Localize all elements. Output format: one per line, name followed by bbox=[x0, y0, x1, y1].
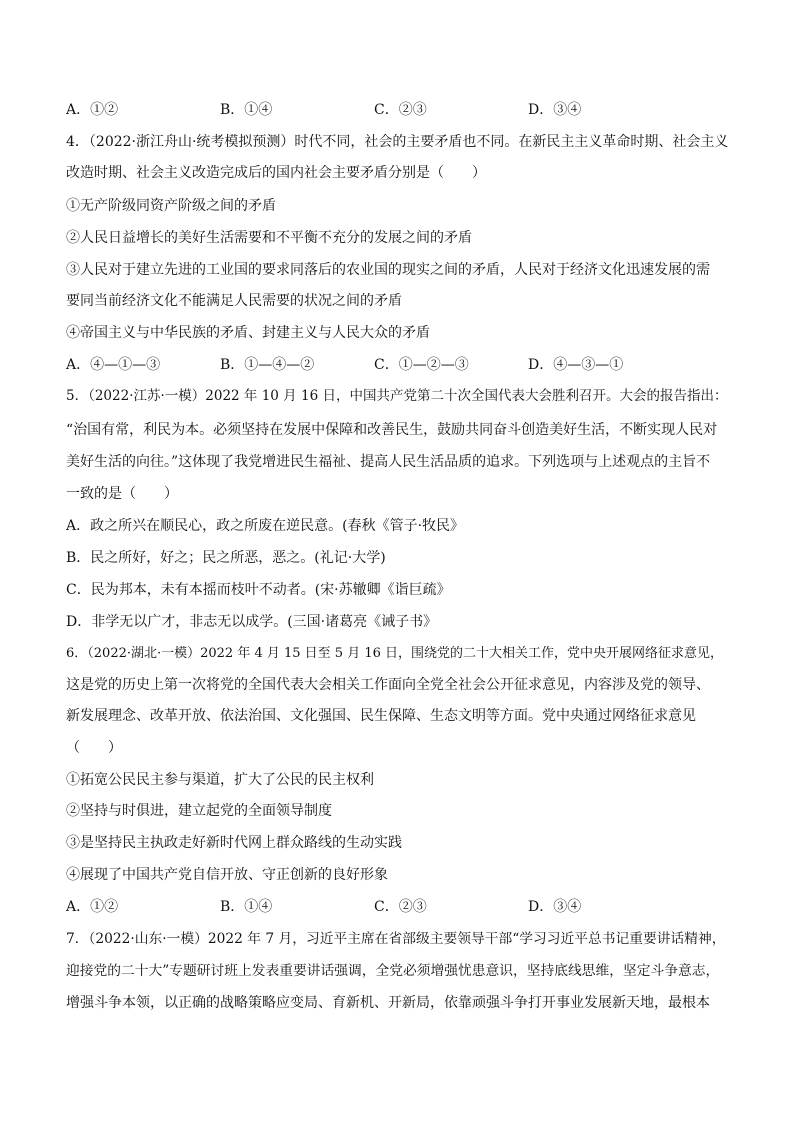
q4-stem-line: 改造时期、社会主义改造完成后的国内社会主要矛盾分别是（ ） bbox=[66, 165, 486, 181]
q6-statement-3: ③是坚持民主执政走好新时代网上群众路线的生动实践 bbox=[66, 835, 402, 851]
q3-options bbox=[66, 100, 730, 120]
q4-stem-line: 4．（2022·浙江舟山·统考模拟预测）时代不同，社会的主要矛盾也不同。在新民主主义革命时期、社会主义 bbox=[66, 134, 729, 150]
q5-stem-line: 5．（2022·江苏·一模）2022 年 10 月 16 日，中国共产党第二十次全国代表大会胜利召开。大会的报告指出： bbox=[66, 388, 728, 404]
q4-option-d: D．④—③—① bbox=[528, 357, 624, 373]
q7-stem-line: 增强斗争本领，以正确的战略策略应变局、育新机、开新局，依靠顽强斗争打开事业发展新天地，最根本 bbox=[66, 995, 710, 1011]
q5-stem-line: 美好生活的向往。”这体现了我党增进民生福祉、提高人民生活品质的追求。下列选项与上述观点的主旨不 bbox=[66, 454, 711, 470]
q6-option-c: C．②③ bbox=[374, 899, 427, 915]
q5-option-c: C．民为邦本，未有本摇而枝叶不动者。(宋·苏辙卿《诣巨疏》 bbox=[66, 582, 451, 598]
q4-options bbox=[66, 355, 730, 375]
q6-stem-line: 这是党的历史上第一次将党的全国代表大会相关工作面向全党全社会公开征求意见，内容涉及党的领导、 bbox=[66, 677, 710, 693]
q4-option-b: B．①—④—② bbox=[220, 357, 315, 373]
q3-option-b: B．①④ bbox=[220, 102, 273, 118]
q5-stem-line: 一致的是（ ） bbox=[66, 486, 178, 502]
q3-option-a: A．①② bbox=[66, 102, 119, 118]
q4-statement-3-cont: 要同当前经济文化不能满足人民需要的状况之间的矛盾 bbox=[66, 293, 402, 309]
q6-statement-1: ①拓宽公民民主参与渠道，扩大了公民的民主权利 bbox=[66, 772, 374, 788]
q5-stem-line: “治国有常，利民为本。必须坚持在发展中保障和改善民生，鼓励共同奋斗创造美好生活，不断实现人民对 bbox=[66, 422, 718, 438]
q4-option-a: A．④—①—③ bbox=[66, 357, 161, 373]
q3-option-d: D．③④ bbox=[528, 102, 582, 118]
q4-statement-3: ③人民对于建立先进的工业国的要求同落后的农业国的现实之间的矛盾，人民对于经济文化迅速发展的需 bbox=[66, 262, 710, 278]
q4-option-c: C．①—②—③ bbox=[374, 357, 469, 373]
q4-statement-2: ②人民日益增长的美好生活需要和不平衡不充分的发展之间的矛盾 bbox=[66, 230, 472, 246]
q6-statement-2: ②坚持与时俱进，建立起党的全面领导制度 bbox=[66, 803, 332, 819]
q7-stem-line: 迎接党的二十大”专题研讨班上发表重要讲话强调，全党必须增强忧患意识，坚持底线思维，坚定斗争意志， bbox=[66, 963, 720, 979]
q6-stem-line: 6．（2022·湖北·一模）2022 年 4 月 15 日至 5 月 16 日，围绕党的二十大相关工作，党中央开展网络征求意见， bbox=[66, 646, 724, 661]
q4-statement-1: ①无产阶级同资产阶级之间的矛盾 bbox=[66, 198, 276, 214]
q5-option-b: B．民之所好，好之；民之所恶，恶之。(礼记·大学) bbox=[66, 550, 386, 566]
q6-statement-4: ④展现了中国共产党自信开放、守正创新的良好形象 bbox=[66, 867, 388, 883]
q7-stem-line: 7．（2022·山东·一模）2022 年 7 月，习近平主席在省部级主要领导干部“学习习近平总书记重要讲话精神， bbox=[66, 931, 726, 947]
q6-options bbox=[66, 897, 730, 917]
q6-stem-line: 新发展理念、改革开放、依法治国、文化强国、民生保障、生态文明等方面。党中央通过网络征求意见 bbox=[66, 708, 696, 724]
q3-option-c: C．②③ bbox=[374, 102, 427, 118]
q6-stem-line: （ ） bbox=[66, 740, 122, 756]
q5-option-d: D．非学无以广才，非志无以成学。(三国·诸葛亮《诫子书》 bbox=[66, 614, 438, 630]
q6-option-b: B．①④ bbox=[220, 899, 273, 915]
q6-option-d: D．③④ bbox=[528, 899, 582, 915]
q4-statement-4: ④帝国主义与中华民族的矛盾、封建主义与人民大众的矛盾 bbox=[66, 325, 430, 341]
q6-option-a: A．①② bbox=[66, 899, 119, 915]
q5-option-a: A．政之所兴在顺民心，政之所废在逆民意。(春秋《管子·牧民》 bbox=[66, 518, 465, 534]
